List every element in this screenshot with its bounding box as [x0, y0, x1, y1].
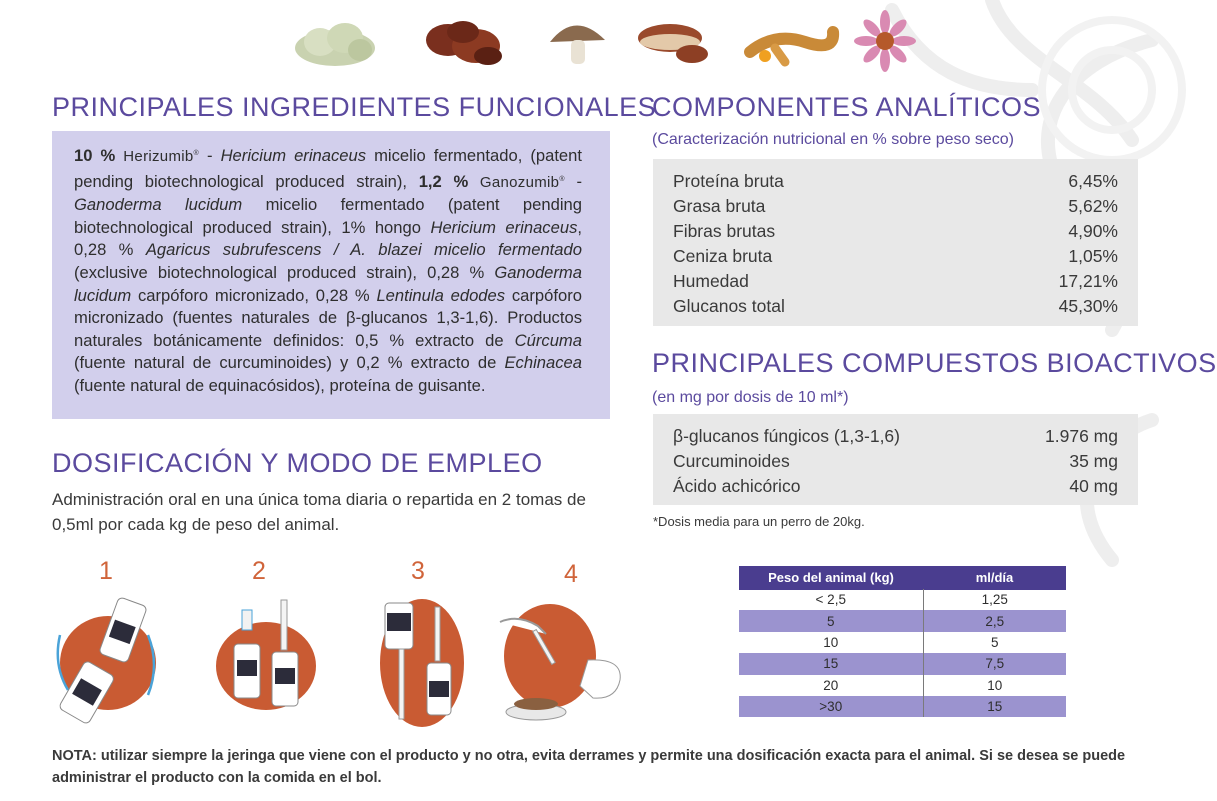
ingredient-species: Lentinula edodes: [376, 285, 506, 305]
weight-cell: >30: [739, 696, 923, 717]
bioactive-row: [673, 449, 1118, 474]
table-header-row: [739, 566, 1066, 589]
agaricus-mushroom-icon: [535, 12, 625, 70]
bioactive-row: [673, 424, 1118, 449]
step-number-4: 4: [564, 560, 578, 588]
bioactive-value: 1.976 mg: [1045, 426, 1118, 446]
ingredient-text: carpóforo micronizado (fuentes naturales de β-glucanos 1,3-1,6). Productos naturales botánicamente definidos: 0,5 % extracto de: [74, 285, 582, 350]
bioactive-label: Ácido achicórico: [673, 476, 801, 496]
dose-footnote: *Dosis media para un perro de 20kg.: [653, 514, 865, 529]
dose-cell: 5: [990, 634, 999, 650]
ingredient-species: Agaricus subrufescens / A. blazei micelio fermentado: [145, 240, 582, 260]
ingredient-species: Ganoderma lucidum: [74, 195, 243, 215]
analytic-value: 17,21%: [1058, 271, 1118, 291]
weight-cell: 10: [739, 632, 923, 653]
weight-cell: 5: [739, 610, 923, 631]
analytic-title: COMPONENTES ANALÍTICOS: [652, 92, 1042, 122]
bioactive-subtitle: (en mg por dosis de 10 ml*): [652, 389, 849, 406]
analytic-components-table: [653, 159, 1138, 326]
ingredient-species: Cúrcuma: [514, 330, 582, 350]
ingredient-percent: 10 %: [74, 146, 116, 165]
table-row: [739, 632, 1066, 653]
ingredient-species: Ganoderma lucidum: [74, 262, 582, 305]
weight-cell: 20: [739, 675, 923, 696]
ingredient-species: Echinacea: [504, 353, 582, 373]
analytic-label: Humedad: [673, 271, 749, 291]
dose-by-weight-table: [739, 566, 1066, 717]
analytic-value: 5,62%: [1068, 196, 1118, 216]
weight-cell: 15: [739, 653, 923, 674]
dose-cell: 15: [923, 696, 1066, 717]
dose-cell: 7,5: [923, 653, 1066, 674]
ingredient-text: micelio fermentado, (patent pending biotechnological produced strain),: [74, 146, 582, 191]
ingredients-box: 10 % Herizumib® - Hericium erinaceus micelio fermentado, (patent pending biotechnological produced strain), 1,2 % Ganozumib® - Ganoderma lucidum micelio fermentado (patent pending biotechnological produced strain), 1% hongo Hericium erinaceus, 0,28 % Agaricus subrufescens / A. blazei micelio fermentado (exclusive biotechnological produced strain), 0,28 % Ganoderma lucidum carpóforo micronizado, 0,28 % Lentinula edodes carpóforo micronizado (fuentes naturales de β-glucanos 1,3-1,6). Productos naturales botánicamente definidos: 0,5 % extracto de Cúrcuma (fuente natural de curcuminoides) y 0,2 % extracto de Echinacea (fuente natural de equinacósidos), proteína de guisante.: [52, 131, 610, 419]
analytic-value: 4,90%: [1068, 221, 1118, 241]
analytic-row: [673, 194, 1118, 219]
ingredients-title: PRINCIPALES INGREDIENTES FUNCIONALES: [52, 92, 657, 122]
analytic-label: Fibras brutas: [673, 221, 776, 241]
analytic-label: Proteína bruta: [673, 171, 784, 191]
analytic-row: [673, 169, 1118, 194]
analytic-value: 1,05%: [1068, 246, 1118, 266]
step-4-administer-to-dog-illustration: [498, 600, 628, 722]
ingredient-icons-row: [290, 12, 910, 72]
table-row: [739, 696, 1066, 717]
dosage-title: DOSIFICACIÓN Y MODO DE EMPLEO: [52, 448, 543, 478]
hericium-mushroom-icon: [290, 12, 380, 70]
usage-note: NOTA: utilizar siempre la jeringa que viene con el producto y no otra, evita derrames y permite una dosificación exacta para el animal. Si se desea se puede administrar el producto con la comida en el bol.: [52, 748, 1126, 786]
weight-cell: < 2,5: [739, 589, 923, 610]
dose-cell: 10: [987, 677, 1003, 693]
analytic-value: 45,30%: [1058, 296, 1118, 316]
bioactive-label: Curcuminoides: [673, 451, 790, 471]
analytic-value: 6,45%: [1068, 171, 1118, 191]
analytic-subtitle: (Caracterización nutricional en % sobre peso seco): [652, 131, 1014, 148]
analytic-row: [673, 269, 1118, 294]
step-3-draw-dose-illustration: [377, 597, 467, 730]
turmeric-root-icon: [745, 12, 835, 70]
weight-column-header: Peso del animal (kg): [739, 566, 923, 589]
analytic-label: Glucanos total: [673, 296, 785, 316]
echinacea-flower-icon: [840, 12, 930, 70]
ingredient-text: micelio fermentado (patent pending biotechnological produced strain), 1% hongo: [74, 195, 582, 237]
analytic-row: [673, 244, 1118, 269]
ingredient-species: Hericium erinaceus: [430, 217, 578, 237]
analytic-row: [673, 219, 1118, 244]
analytic-label: Grasa bruta: [673, 196, 766, 216]
ingredient-text: (fuente natural de equinacósidos), proteína de guisante.: [74, 375, 486, 395]
herizumib-brand: Herizumib®: [123, 148, 199, 165]
analytic-label: Ceniza bruta: [673, 246, 773, 266]
analytic-row: [673, 294, 1118, 319]
ingredient-text: (exclusive biotechnological produced strain), 0,28 %: [74, 262, 485, 282]
dose-cell: 1,25: [923, 589, 1066, 610]
table-row: [739, 589, 1066, 610]
step-number-3: 3: [411, 557, 425, 585]
ganozumib-brand: Ganozumib®: [479, 173, 565, 191]
bioactive-value: 40 mg: [1069, 476, 1118, 496]
table-row: [739, 653, 1066, 674]
bioactive-value: 35 mg: [1069, 451, 1118, 471]
reishi-mushroom-icon: [418, 12, 508, 70]
table-row: [739, 675, 1066, 696]
ingredient-text: carpóforo micronizado, 0,28 %: [138, 285, 370, 305]
step-number-1: 1: [99, 557, 113, 585]
dosage-text: Administración oral en una única toma diaria o repartida en 2 tomas de 0,5ml por cada kg de peso del animal.: [52, 490, 586, 534]
dose-cell: 2,5: [923, 610, 1066, 631]
ingredient-text: , 0,28 %: [74, 217, 582, 260]
bioactive-label: β-glucanos fúngicos (1,3-1,6): [673, 426, 900, 446]
step-number-2: 2: [252, 557, 266, 585]
ingredient-species: Hericium erinaceus: [220, 146, 367, 165]
dose-column-header: ml/día: [923, 566, 1066, 589]
ingredient-percent: 1,2 %: [418, 171, 469, 191]
bioactive-row: [673, 474, 1118, 499]
step-2-insert-syringe-illustration: [212, 592, 330, 722]
table-row: [739, 610, 1066, 631]
shiitake-mushroom-icon: [630, 12, 720, 70]
step-1-shake-bottle-illustration: [48, 595, 168, 730]
bioactive-compounds-table: [653, 414, 1138, 505]
bioactive-title: PRINCIPALES COMPUESTOS BIOACTIVOS: [652, 348, 1217, 378]
ingredient-text: (fuente natural de curcuminoides) y 0,2 % extracto de: [74, 353, 497, 373]
